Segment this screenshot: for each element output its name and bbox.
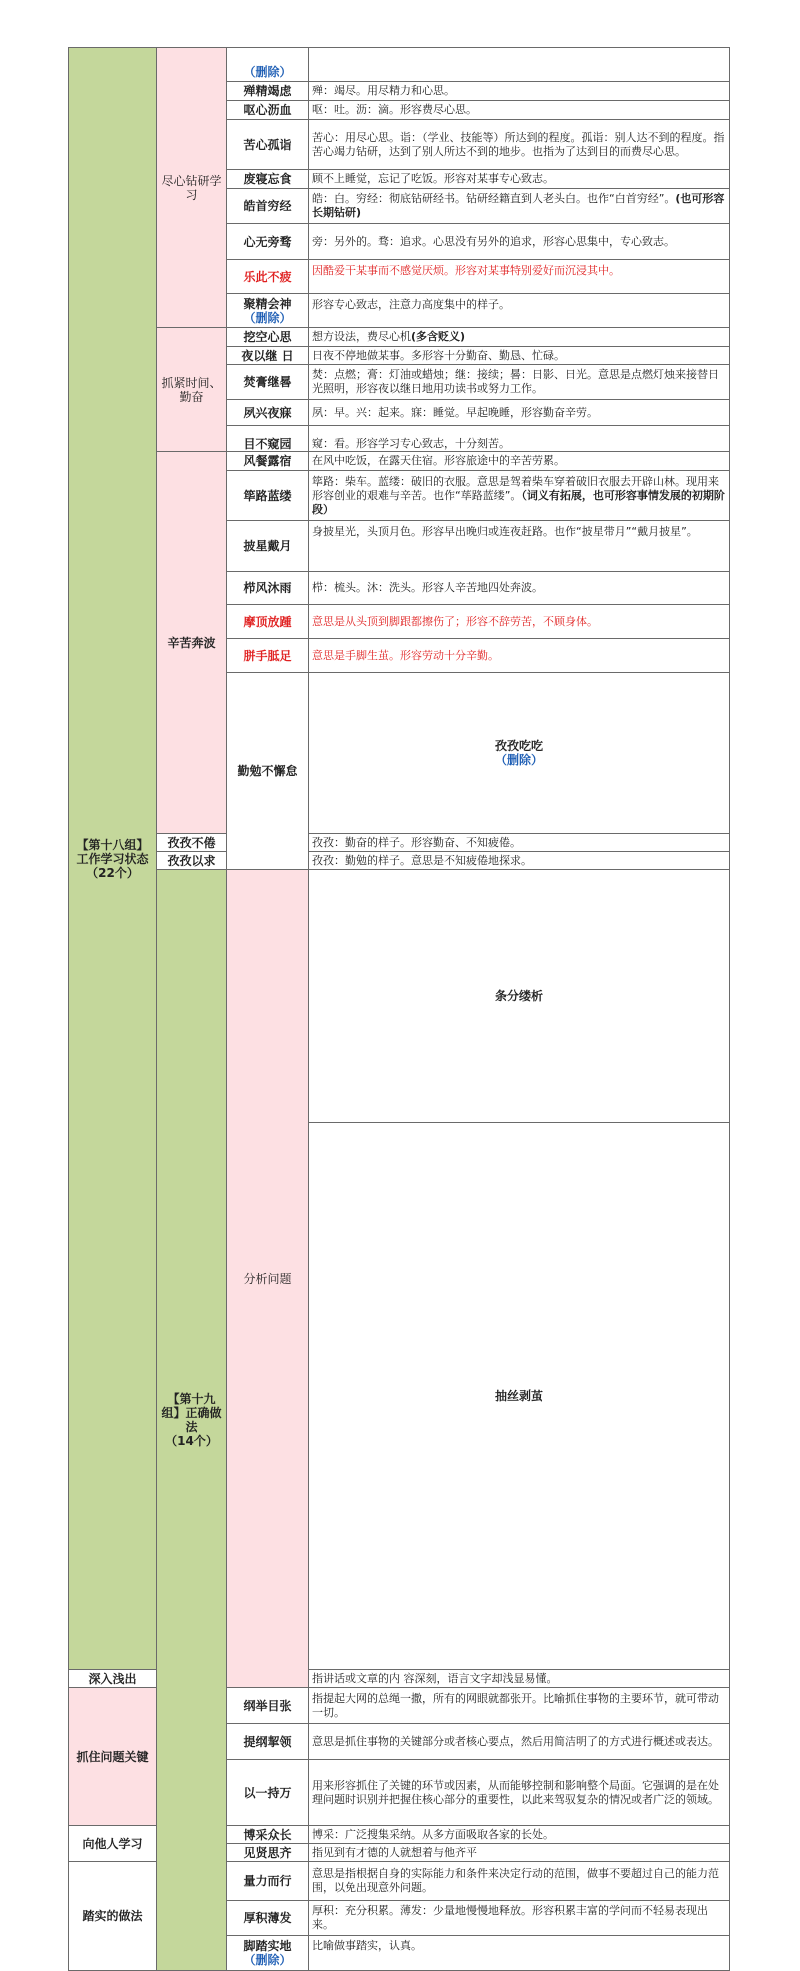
definition-cell: 焚：点燃；膏：灯油或蜡烛；继：接续；晷：日影、日光。意思是点燃灯烛来接替日光照明，形容夜以继日地用功读书或努力工作。 <box>309 365 730 400</box>
term-text: 孜孜吃吃 <box>494 739 543 753</box>
definition-cell: 用来形容抓住了关键的环节或因素，从而能够控制和影响整个局面。它强调的是在处理问题时识别并把握住核心部分的重要性，以此来驾驭复杂的情况或者广泛的领域。 <box>309 1760 730 1826</box>
group18-label <box>69 48 157 1670</box>
term-cell: 挖空心思 <box>227 328 309 347</box>
term-cell: 栉风沐雨 <box>227 572 309 605</box>
definition-cell: 孜孜：勤勉的样子。意思是不知疲倦地探求。 <box>309 852 730 870</box>
definition-cell: 旁：另外的。骛：追求。心思没有另外的追求，形容心思集中，专心致志。 <box>309 224 730 260</box>
group18-sub-tireless: 勤勉不懈怠 <box>227 673 309 870</box>
term-cell: 乐此不疲 <box>227 260 309 294</box>
definition-cell: 意思是抓住事物的关键部分或者核心要点，然后用简洁明了的方式进行概述或表达。 <box>309 1724 730 1760</box>
group19-sub-key: 抓住问题关键 <box>69 1688 157 1826</box>
definition-cell: 苦心：用尽心思。诣：（学业、技能等）所达到的程度。孤诣：别人达不到的程度。指苦心竭力钻研，达到了别人所达不到的地步。也指为了达到目的而费尽心思。 <box>309 120 730 170</box>
term-cell: 深入浅出 <box>69 1670 157 1688</box>
term-cell <box>227 1936 309 1971</box>
term-cell: 皓首穷经 <box>227 189 309 224</box>
definition-cell: 意思是从头顶到脚跟都擦伤了；形容不辞劳苦，不顾身体。 <box>309 605 730 639</box>
delete-link[interactable]: （删除） <box>494 753 543 767</box>
group18-sub-hardship: 辛苦奔波 <box>157 452 227 834</box>
definition-cell: 厚积：充分积累。薄发：少量地慢慢地释放。形容积累丰富的学问而不轻易表现出来。 <box>309 1901 730 1936</box>
definition-cell: 窥：看。形容学习专心致志，十分刻苦。 <box>309 426 730 452</box>
definition-cell: 指讲话或文章的内 容深刻，语言文字却浅显易懂。 <box>309 1670 730 1688</box>
term-cell: 量力而行 <box>227 1862 309 1901</box>
term-cell: 风餐露宿 <box>227 452 309 471</box>
term-cell: 心无旁骛 <box>227 224 309 260</box>
term-cell: 孜孜以求 <box>157 852 227 870</box>
term-cell: 苦心孤诣 <box>227 120 309 170</box>
definition-note: (也可形容长期钻研) <box>312 192 725 219</box>
term-cell: 胼手胝足 <box>227 639 309 673</box>
term-cell: 孜孜不倦 <box>157 834 227 852</box>
definition-text: 想方设法，费尽心机 <box>312 330 411 343</box>
term-cell: 以一持万 <box>227 1760 309 1826</box>
term-cell <box>227 294 309 328</box>
group19-title: 【第十九组】正确做法 <box>161 1392 222 1434</box>
definition-cell: 意思是指根据自身的实际能力和条件来决定行动的范围，做事不要超过自己的能力范围，以免出现意外问题。 <box>309 1862 730 1901</box>
definition-cell: 比喻做事踏实，认真。 <box>309 1936 730 1971</box>
definition-text: 筚路：柴车。蓝缕：破旧的衣服。意思是驾着柴车穿着破旧衣服去开辟山林。现用来形容创业的艰难与辛苦。也作“荜路蓝缕”。 <box>312 474 719 502</box>
term-cell: 摩顶放踵 <box>227 605 309 639</box>
definition-cell: 因酷爱干某事而不感觉厌烦。形容对某事特别爱好而沉浸其中。 <box>309 260 730 294</box>
definition-cell: 意思是手脚生茧。形容劳动十分辛勤。 <box>309 639 730 673</box>
definition-cell: 在风中吃饭，在露天住宿。形容旅途中的辛苦劳累。 <box>309 452 730 471</box>
term-text: 聚精会神 <box>243 296 292 311</box>
definition-cell: 指见到有才德的人就想着与他齐平 <box>309 1844 730 1862</box>
definition-text: 皓：白。穷经：彻底钻研经书。钻研经籍直到人老头白。也作“白首穷经”。 <box>312 192 676 205</box>
term-cell: 博采众长 <box>227 1826 309 1844</box>
term-cell <box>309 673 730 834</box>
term-cell: 筚路蓝缕 <box>227 471 309 521</box>
group19-count: （14个） <box>165 1434 218 1448</box>
delete-link[interactable]: （删除） <box>243 65 292 79</box>
term-cell: 纲举目张 <box>227 1688 309 1724</box>
delete-link[interactable]: （删除） <box>243 310 292 325</box>
group18-count: （22个） <box>86 865 139 880</box>
definition-cell: 顾不上睡觉，忘记了吃饭。形容对某事专心致志。 <box>309 170 730 189</box>
definition-cell: 日夜不停地做某事。多形容十分勤奋、勤恳、忙碌。 <box>309 347 730 365</box>
definition-cell: 形容专心致志，注意力高度集中的样子。 <box>309 294 730 328</box>
idiom-table <box>68 47 730 1971</box>
term-cell: 焚膏继晷 <box>227 365 309 400</box>
term-cell: 夙兴夜寐 <box>227 400 309 426</box>
term-cell: 夜以继 日 <box>227 347 309 365</box>
term-cell: 见贤思齐 <box>227 1844 309 1862</box>
definition-cell: 孜孜：勤奋的样子。形容勤奋、不知疲倦。 <box>309 834 730 852</box>
definition-cell <box>309 48 730 82</box>
definition-cell <box>309 328 730 347</box>
group19-sub-practical: 踏实的做法 <box>69 1862 157 1971</box>
definition-cell: 殚：竭尽。用尽精力和心思。 <box>309 82 730 101</box>
term-cell: 抽丝剥茧 <box>309 1123 730 1670</box>
term-cell: 废寝忘食 <box>227 170 309 189</box>
group18-title: 【第十八组】工作学习状态 <box>76 837 149 866</box>
group18-sub-diligent: 抓紧时间、勤奋 <box>157 328 227 452</box>
definition-note: （词义有拓展，也可形容事情发展的初期阶段） <box>312 488 725 516</box>
term-cell: 呕心沥血 <box>227 101 309 120</box>
definition-cell: 博采：广泛搜集采纳。从多方面吸取各家的长处。 <box>309 1826 730 1844</box>
definition-cell: 指提起大网的总绳一撒，所有的网眼就都张开。比喻抓住事物的主要环节，就可带动一切。 <box>309 1688 730 1724</box>
term-cell: 提纲挈领 <box>227 1724 309 1760</box>
group19-sub-learn: 向他人学习 <box>69 1826 157 1862</box>
definition-cell: 身披星光，头顶月色。形容早出晚归或连夜赶路。也作“披星带月”“戴月披星”。 <box>309 521 730 572</box>
term-cell: 披星戴月 <box>227 521 309 572</box>
term-cell: 殚精竭虑 <box>227 82 309 101</box>
delete-link[interactable]: （删除） <box>243 1953 292 1967</box>
group18-sub-study: 尽心钻研学习 <box>157 48 227 328</box>
definition-cell: 呕：吐。沥：滴。形容费尽心思。 <box>309 101 730 120</box>
term-text: 脚踏实地 <box>243 1939 292 1953</box>
definition-cell <box>309 189 730 224</box>
definition-cell: 夙：早。兴：起来。寐：睡觉。早起晚睡，形容勤奋辛劳。 <box>309 400 730 426</box>
definition-cell <box>309 471 730 521</box>
term-cell: 条分缕析 <box>309 870 730 1123</box>
term-cell <box>227 48 309 82</box>
definition-cell: 栉：梳头。沐：洗头。形容人辛苦地四处奔波。 <box>309 572 730 605</box>
definition-note: (多含贬义) <box>411 330 466 343</box>
group19-sub-analysis: 分析问题 <box>227 870 309 1688</box>
term-cell: 厚积薄发 <box>227 1901 309 1936</box>
term-cell: 目不窥园 <box>227 426 309 452</box>
group19-label <box>157 870 227 1971</box>
